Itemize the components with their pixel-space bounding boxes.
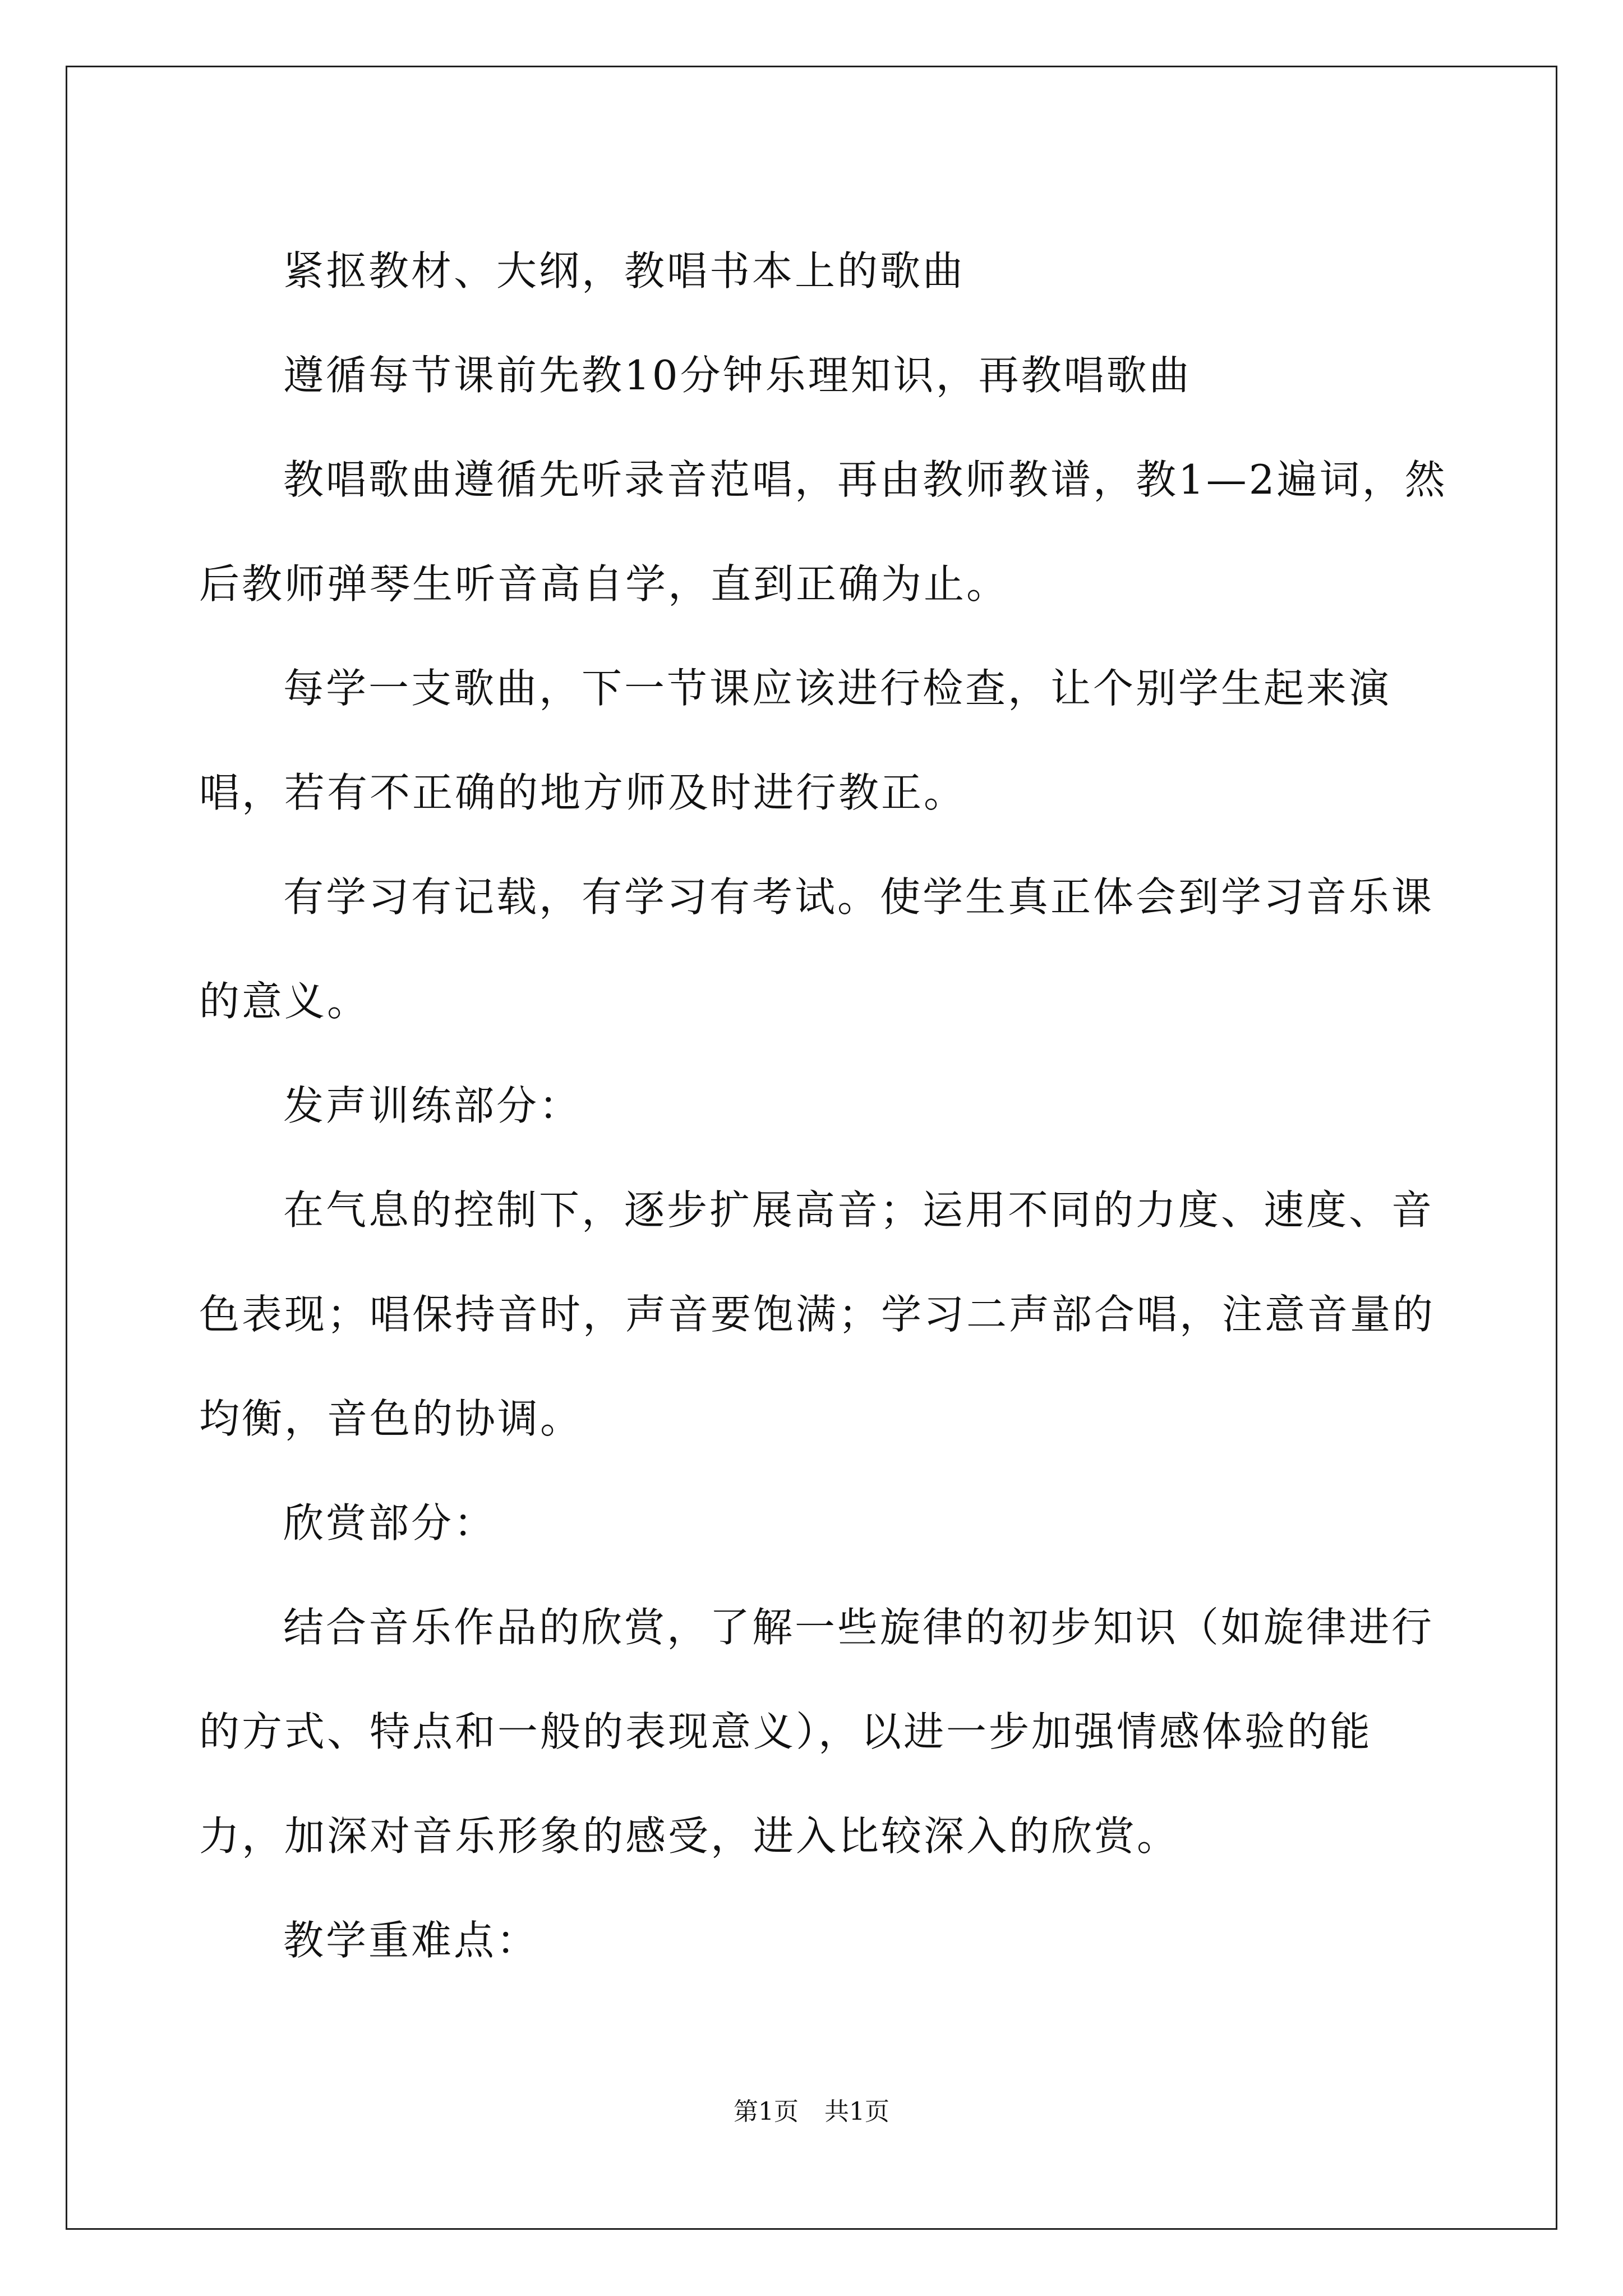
paragraph: 遵循每节课前先教10分钟乐理知识，再教唱歌曲 <box>283 352 1192 399</box>
paragraph: 教唱歌曲遵循先听录音范唱，再由教师教谱，教1—2遍词，然后教师弹琴生听音高自学，直到正确为止。 <box>199 456 1447 608</box>
page-total: 共1页 <box>824 2097 889 2126</box>
page-footer <box>0 2095 1623 2129</box>
section-heading: 教学重难点： <box>283 1917 540 1964</box>
paragraph: 每学一支歌曲，下一节课应该进行检查，让个别学生起来演唱，若有不正确的地方师及时进行教正。 <box>199 665 1392 816</box>
paragraph: 在气息的控制下，逐步扩展高音；运用不同的力度、速度、音色表现；唱保持音时，声音要饱满；学习二声部合唱，注意音量的均衡，音色的协调。 <box>199 1186 1436 1442</box>
page-number: 第1页 <box>734 2097 799 2126</box>
section-heading: 欣赏部分： <box>283 1499 497 1547</box>
paragraph: 结合音乐作品的欣赏，了解一些旋律的初步知识（如旋律进行的方式、特点和一般的表现意义），以进一步加强情感体验的能力，加深对音乐形象的感受，进入比较深入的欣赏。 <box>199 1604 1435 1860</box>
document-body <box>199 219 1455 1993</box>
paragraph: 有学习有记载，有学习有考试。使学生真正体会到学习音乐课的意义。 <box>199 873 1435 1025</box>
section-heading: 发声训练部分： <box>283 1082 582 1129</box>
paragraph: 紧抠教材、大纲，教唱书本上的歌曲 <box>283 247 966 295</box>
